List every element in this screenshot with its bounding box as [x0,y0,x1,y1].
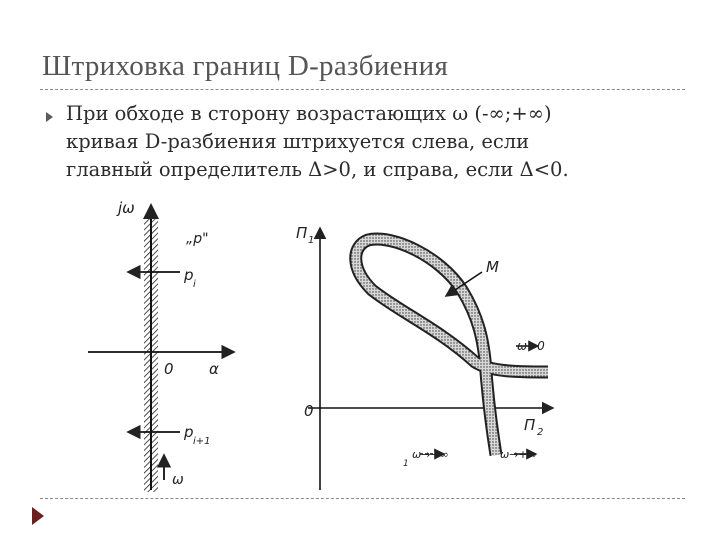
p1-label: П [296,224,308,242]
slide-title: Штриховка границ D-разбиения [42,50,449,82]
p2-sub: 2 [537,427,544,438]
bullet-line-2: кривая D-разбиения штрихуется слева, если [66,130,530,153]
alpha-label: α [209,360,219,378]
omega-neg-inf-label: ω→−∞ [412,448,449,461]
bullet-line-1: При обходе в сторону возрастающих ω (-∞;+∞) [66,102,552,125]
region-p-label: „p" [186,231,209,247]
p-i1-label: p [184,423,194,441]
bullet-line-3: главный определитель Δ>0, и справа, если Δ<0. [66,158,569,181]
right-diagram [296,224,553,490]
p-i-sub: i [193,279,196,290]
p1-sub: 1 [308,235,315,246]
omega-label: ω [172,472,184,488]
omega-zero-label: ω→0 [517,339,545,353]
m-label: M [486,258,499,276]
p-i1-sub: i+1 [193,436,211,447]
left-diagram [88,199,234,492]
omega-pos-inf-label: ω→+∞ [500,448,537,461]
p-i-label: p [184,266,194,284]
p2-label: П [524,416,536,434]
footer-divider [40,498,685,499]
small-mark-label: 1 [403,459,409,469]
triangle-right-icon[interactable] [30,505,46,527]
jw-label: jω [118,199,135,217]
left-origin-label: 0 [164,360,174,378]
right-origin-label: 0 [304,402,314,420]
